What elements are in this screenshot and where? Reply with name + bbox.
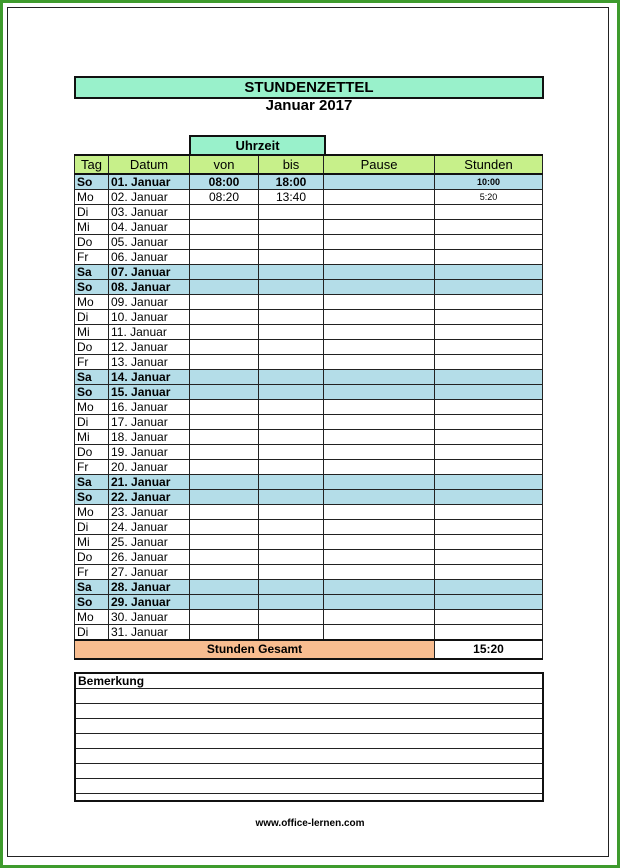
pause-cell[interactable]	[324, 475, 435, 490]
pause-cell[interactable]	[324, 325, 435, 340]
date-cell: 22. Januar	[109, 490, 190, 505]
from-time-cell[interactable]	[190, 250, 259, 265]
table-row	[75, 310, 543, 325]
day-cell: Do	[75, 550, 109, 565]
hours-cell[interactable]	[435, 595, 543, 610]
pause-cell[interactable]	[324, 565, 435, 580]
day-cell: Mi	[75, 535, 109, 550]
hours-cell[interactable]	[435, 565, 543, 580]
from-time-cell[interactable]	[190, 385, 259, 400]
hours-cell[interactable]	[435, 280, 543, 295]
remarks-line[interactable]	[76, 704, 542, 719]
from-time-cell[interactable]	[190, 460, 259, 475]
table-row	[75, 565, 543, 580]
from-time-cell[interactable]	[190, 445, 259, 460]
day-cell: Mi	[75, 325, 109, 340]
pause-cell[interactable]	[324, 625, 435, 641]
table-row	[75, 355, 543, 370]
total-label: Stunden Gesamt	[75, 640, 435, 659]
total-row	[75, 640, 543, 659]
to-time-cell[interactable]	[259, 235, 324, 250]
table-row	[75, 415, 543, 430]
remarks-line[interactable]	[76, 779, 542, 794]
to-time-cell[interactable]	[259, 430, 324, 445]
day-cell: Fr	[75, 565, 109, 580]
pause-cell[interactable]	[324, 415, 435, 430]
pause-cell[interactable]	[324, 490, 435, 505]
pause-cell[interactable]	[324, 220, 435, 235]
remarks-box	[74, 672, 544, 802]
header-von: von	[190, 155, 259, 174]
day-cell: Mo	[75, 190, 109, 205]
day-cell: Mo	[75, 505, 109, 520]
hours-cell[interactable]	[435, 220, 543, 235]
date-cell: 18. Januar	[109, 430, 190, 445]
date-cell: 27. Januar	[109, 565, 190, 580]
hours-cell[interactable]	[435, 250, 543, 265]
hours-cell[interactable]: 5:20	[435, 190, 543, 205]
pause-cell[interactable]	[324, 355, 435, 370]
to-time-cell[interactable]	[259, 250, 324, 265]
from-time-cell[interactable]	[190, 595, 259, 610]
from-time-cell[interactable]	[190, 565, 259, 580]
hours-cell[interactable]	[435, 370, 543, 385]
day-cell: Di	[75, 310, 109, 325]
to-time-cell[interactable]	[259, 340, 324, 355]
date-cell: 30. Januar	[109, 610, 190, 625]
pause-cell[interactable]	[324, 265, 435, 280]
pause-cell[interactable]	[324, 445, 435, 460]
to-time-cell[interactable]: 18:00	[259, 174, 324, 190]
from-time-cell[interactable]	[190, 490, 259, 505]
day-cell: So	[75, 174, 109, 190]
date-cell: 25. Januar	[109, 535, 190, 550]
hours-cell[interactable]	[435, 265, 543, 280]
date-cell: 12. Januar	[109, 340, 190, 355]
document-title: STUNDENZETTEL	[74, 76, 544, 99]
to-time-cell[interactable]	[259, 460, 324, 475]
from-time-cell[interactable]	[190, 550, 259, 565]
date-cell: 11. Januar	[109, 325, 190, 340]
day-cell: So	[75, 385, 109, 400]
header-bis: bis	[259, 155, 324, 174]
date-cell: 28. Januar	[109, 580, 190, 595]
hours-cell[interactable]: 10:00	[435, 174, 543, 190]
remarks-line[interactable]	[76, 719, 542, 734]
to-time-cell[interactable]	[259, 535, 324, 550]
day-cell: Di	[75, 205, 109, 220]
pause-cell[interactable]	[324, 400, 435, 415]
pause-cell[interactable]	[324, 610, 435, 625]
date-cell: 13. Januar	[109, 355, 190, 370]
pause-cell[interactable]	[324, 580, 435, 595]
remarks-label: Bemerkung	[76, 674, 542, 689]
day-cell: Fr	[75, 355, 109, 370]
to-time-cell[interactable]: 13:40	[259, 190, 324, 205]
table-row	[75, 205, 543, 220]
table-row	[75, 190, 543, 205]
hours-cell[interactable]	[435, 310, 543, 325]
to-time-cell[interactable]	[259, 205, 324, 220]
to-time-cell[interactable]	[259, 445, 324, 460]
hours-cell[interactable]	[435, 415, 543, 430]
pause-cell[interactable]	[324, 190, 435, 205]
table-row	[75, 505, 543, 520]
from-time-cell[interactable]	[190, 265, 259, 280]
hours-cell[interactable]	[435, 625, 543, 641]
hours-cell[interactable]	[435, 610, 543, 625]
from-time-cell[interactable]	[190, 325, 259, 340]
from-time-cell[interactable]	[190, 415, 259, 430]
to-time-cell[interactable]	[259, 220, 324, 235]
to-time-cell[interactable]	[259, 595, 324, 610]
to-time-cell[interactable]	[259, 295, 324, 310]
date-cell: 16. Januar	[109, 400, 190, 415]
from-time-cell[interactable]	[190, 235, 259, 250]
day-cell: Mi	[75, 220, 109, 235]
to-time-cell[interactable]	[259, 475, 324, 490]
pause-cell[interactable]	[324, 280, 435, 295]
footer-url: www.office-lernen.com	[255, 818, 365, 829]
table-row	[75, 325, 543, 340]
remarks-line[interactable]	[76, 689, 542, 704]
date-cell: 26. Januar	[109, 550, 190, 565]
date-cell: 23. Januar	[109, 505, 190, 520]
hours-cell[interactable]	[435, 505, 543, 520]
day-cell: So	[75, 595, 109, 610]
day-cell: Fr	[75, 250, 109, 265]
from-time-cell[interactable]	[190, 295, 259, 310]
timesheet-table	[74, 154, 543, 660]
header-datum: Datum	[109, 155, 190, 174]
table-row	[75, 370, 543, 385]
hours-cell[interactable]	[435, 400, 543, 415]
to-time-cell[interactable]	[259, 415, 324, 430]
hours-cell[interactable]	[435, 235, 543, 250]
from-time-cell[interactable]	[190, 220, 259, 235]
day-cell: Mo	[75, 400, 109, 415]
from-time-cell[interactable]	[190, 310, 259, 325]
pause-cell[interactable]	[324, 535, 435, 550]
date-cell: 06. Januar	[109, 250, 190, 265]
date-cell: 03. Januar	[109, 205, 190, 220]
date-cell: 10. Januar	[109, 310, 190, 325]
date-cell: 24. Januar	[109, 520, 190, 535]
day-cell: Mi	[75, 430, 109, 445]
pause-cell[interactable]	[324, 250, 435, 265]
date-cell: 15. Januar	[109, 385, 190, 400]
date-cell: 07. Januar	[109, 265, 190, 280]
from-time-cell[interactable]	[190, 610, 259, 625]
pause-cell[interactable]	[324, 595, 435, 610]
table-row	[75, 220, 543, 235]
day-cell: Fr	[75, 460, 109, 475]
pause-cell[interactable]	[324, 385, 435, 400]
to-time-cell[interactable]	[259, 385, 324, 400]
date-cell: 08. Januar	[109, 280, 190, 295]
pause-cell[interactable]	[324, 340, 435, 355]
table-row	[75, 580, 543, 595]
table-row	[75, 625, 543, 641]
table-row	[75, 520, 543, 535]
day-cell: Mo	[75, 610, 109, 625]
from-time-cell[interactable]	[190, 355, 259, 370]
to-time-cell[interactable]	[259, 370, 324, 385]
hours-cell[interactable]	[435, 535, 543, 550]
table-row	[75, 535, 543, 550]
from-time-cell[interactable]	[190, 625, 259, 641]
to-time-cell[interactable]	[259, 490, 324, 505]
table-row	[75, 295, 543, 310]
hours-cell[interactable]	[435, 385, 543, 400]
day-cell: Di	[75, 415, 109, 430]
remarks-line[interactable]	[76, 764, 542, 779]
table-row	[75, 385, 543, 400]
day-cell: Di	[75, 625, 109, 641]
date-cell: 05. Januar	[109, 235, 190, 250]
to-time-cell[interactable]	[259, 310, 324, 325]
pause-cell[interactable]	[324, 430, 435, 445]
date-cell: 02. Januar	[109, 190, 190, 205]
table-row	[75, 595, 543, 610]
from-time-cell[interactable]: 08:00	[190, 174, 259, 190]
date-cell: 01. Januar	[109, 174, 190, 190]
uhrzeit-group-header: Uhrzeit	[189, 135, 326, 154]
day-cell: Di	[75, 520, 109, 535]
pause-cell[interactable]	[324, 460, 435, 475]
date-cell: 09. Januar	[109, 295, 190, 310]
day-cell: Do	[75, 235, 109, 250]
to-time-cell[interactable]	[259, 610, 324, 625]
to-time-cell[interactable]	[259, 550, 324, 565]
table-row	[75, 475, 543, 490]
pause-cell[interactable]	[324, 370, 435, 385]
pause-cell[interactable]	[324, 550, 435, 565]
from-time-cell[interactable]	[190, 520, 259, 535]
header-pause: Pause	[324, 155, 435, 174]
hours-cell[interactable]	[435, 340, 543, 355]
hours-cell[interactable]	[435, 355, 543, 370]
table-row	[75, 460, 543, 475]
hours-cell[interactable]	[435, 580, 543, 595]
table-row	[75, 430, 543, 445]
pause-cell[interactable]	[324, 505, 435, 520]
pause-cell[interactable]	[324, 235, 435, 250]
hours-cell[interactable]	[435, 325, 543, 340]
hours-cell[interactable]	[435, 550, 543, 565]
day-cell: Sa	[75, 265, 109, 280]
table-row	[75, 174, 543, 190]
date-cell: 20. Januar	[109, 460, 190, 475]
hours-cell[interactable]	[435, 475, 543, 490]
from-time-cell[interactable]	[190, 280, 259, 295]
hours-cell[interactable]	[435, 520, 543, 535]
day-cell: Sa	[75, 475, 109, 490]
to-time-cell[interactable]	[259, 505, 324, 520]
table-row	[75, 265, 543, 280]
from-time-cell[interactable]	[190, 580, 259, 595]
date-cell: 19. Januar	[109, 445, 190, 460]
hours-cell[interactable]	[435, 445, 543, 460]
table-row	[75, 490, 543, 505]
table-row	[75, 445, 543, 460]
remarks-line[interactable]	[76, 734, 542, 749]
from-time-cell[interactable]	[190, 505, 259, 520]
from-time-cell[interactable]	[190, 370, 259, 385]
table-row	[75, 235, 543, 250]
date-cell: 14. Januar	[109, 370, 190, 385]
table-row	[75, 400, 543, 415]
date-cell: 04. Januar	[109, 220, 190, 235]
from-time-cell[interactable]	[190, 475, 259, 490]
from-time-cell[interactable]	[190, 430, 259, 445]
hours-cell[interactable]	[435, 295, 543, 310]
from-time-cell[interactable]	[190, 205, 259, 220]
to-time-cell[interactable]	[259, 520, 324, 535]
to-time-cell[interactable]	[259, 400, 324, 415]
pause-cell[interactable]	[324, 205, 435, 220]
hours-cell[interactable]	[435, 490, 543, 505]
header-row	[75, 155, 543, 174]
from-time-cell[interactable]	[190, 535, 259, 550]
date-cell: 21. Januar	[109, 475, 190, 490]
document-subtitle: Januar 2017	[265, 97, 353, 114]
to-time-cell[interactable]	[259, 580, 324, 595]
from-time-cell[interactable]	[190, 400, 259, 415]
to-time-cell[interactable]	[259, 625, 324, 641]
total-value: 15:20	[435, 640, 543, 659]
hours-cell[interactable]	[435, 205, 543, 220]
pause-cell[interactable]	[324, 295, 435, 310]
table-row	[75, 250, 543, 265]
to-time-cell[interactable]	[259, 565, 324, 580]
date-cell: 17. Januar	[109, 415, 190, 430]
table-row	[75, 610, 543, 625]
pause-cell[interactable]	[324, 174, 435, 190]
hours-cell[interactable]	[435, 460, 543, 475]
to-time-cell[interactable]	[259, 280, 324, 295]
header-tag: Tag	[75, 155, 109, 174]
day-cell: So	[75, 280, 109, 295]
from-time-cell[interactable]: 08:20	[190, 190, 259, 205]
to-time-cell[interactable]	[259, 325, 324, 340]
day-cell: So	[75, 490, 109, 505]
hours-cell[interactable]	[435, 430, 543, 445]
table-row	[75, 340, 543, 355]
date-cell: 29. Januar	[109, 595, 190, 610]
day-cell: Mo	[75, 295, 109, 310]
header-stunden: Stunden	[435, 155, 543, 174]
day-cell: Do	[75, 340, 109, 355]
pause-cell[interactable]	[324, 310, 435, 325]
day-cell: Sa	[75, 580, 109, 595]
from-time-cell[interactable]	[190, 340, 259, 355]
date-cell: 31. Januar	[109, 625, 190, 641]
pause-cell[interactable]	[324, 520, 435, 535]
to-time-cell[interactable]	[259, 265, 324, 280]
to-time-cell[interactable]	[259, 355, 324, 370]
day-cell: Sa	[75, 370, 109, 385]
day-cell: Do	[75, 445, 109, 460]
table-row	[75, 280, 543, 295]
table-row	[75, 550, 543, 565]
remarks-line[interactable]	[76, 749, 542, 764]
